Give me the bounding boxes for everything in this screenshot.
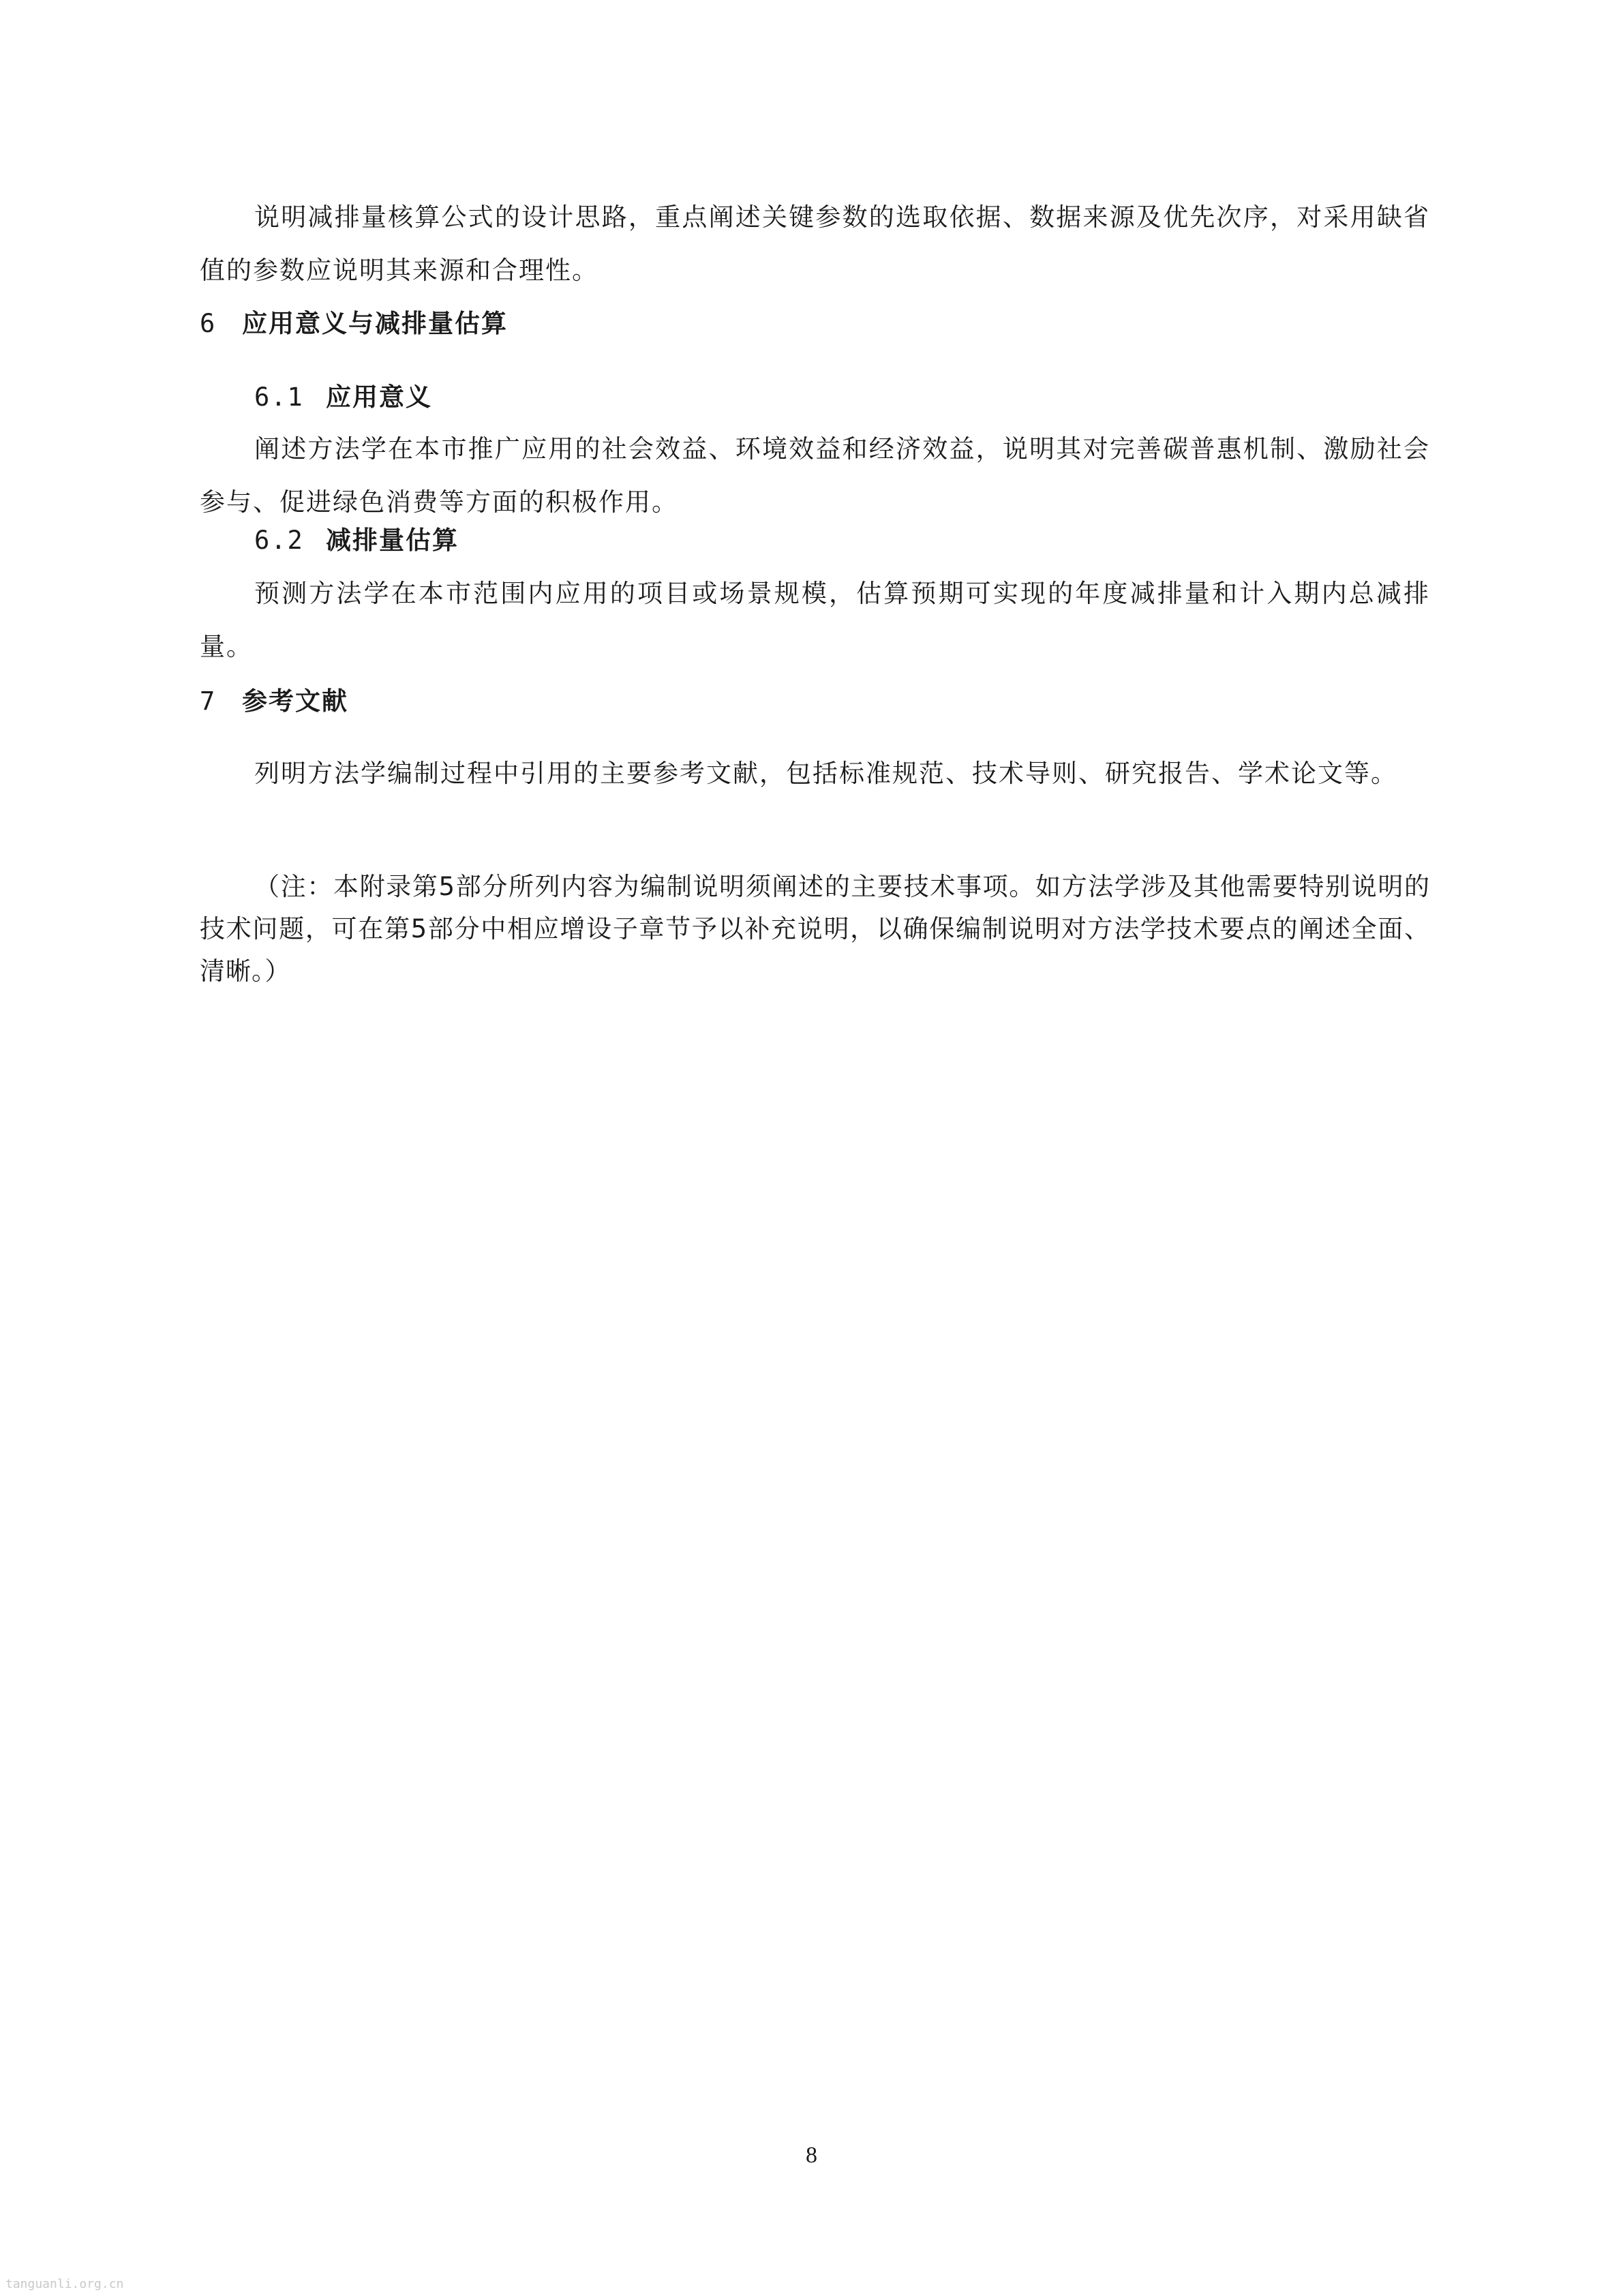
section-6-1-number: 6.1 — [254, 382, 304, 412]
section-7-heading — [200, 684, 348, 719]
paragraph-calculation-formula: 说明减排量核算公式的设计思路，重点阐述关键参数的选取依据、数据来源及优先次序，对采用缺省值的参数应说明其来源和合理性。 — [200, 202, 1430, 285]
section-7-title: 参考文献 — [242, 686, 348, 716]
section-6-2-number: 6.2 — [254, 526, 304, 555]
section-6-2-title: 减排量估算 — [326, 526, 459, 555]
section-6-1-heading — [254, 380, 432, 414]
section-7-number: 7 — [200, 686, 217, 716]
section-6-2-heading — [254, 524, 459, 558]
source-watermark: tanguanli.org.cn — [5, 2277, 124, 2291]
appendix-note: （注：本附录第5部分所列内容为编制说明须阐述的主要技术事项。如方法学涉及其他需要特别说明的技术问题，可在第5部分中相应增设子章节予以补充说明，以确保编制说明对方法学技术要点的阐述全面、清晰。） — [200, 872, 1430, 986]
paragraph-emission-estimate: 预测方法学在本市范围内应用的项目或场景规模，估算预期可实现的年度减排量和计入期内总减排量。 — [200, 579, 1430, 661]
paragraph-application-significance: 阐述方法学在本市推广应用的社会效益、环境效益和经济效益，说明其对完善碳普惠机制、激励社会参与、促进绿色消费等方面的积极作用。 — [200, 434, 1430, 517]
section-6-heading — [200, 307, 508, 341]
page-number: 8 — [806, 2143, 817, 2168]
section-6-title: 应用意义与减排量估算 — [242, 309, 508, 338]
section-6-1-title: 应用意义 — [326, 382, 432, 412]
paragraph-references: 列明方法学编制过程中引用的主要参考文献，包括标准规范、技术导则、研究报告、学术论文等。 — [254, 759, 1397, 788]
section-6-number: 6 — [200, 309, 217, 338]
